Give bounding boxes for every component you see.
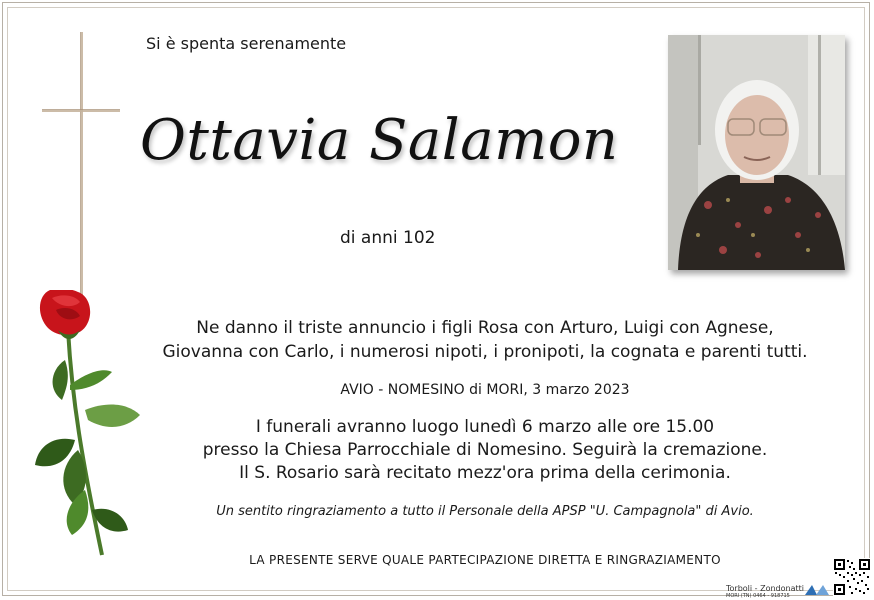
age-text: di anni 102 xyxy=(340,228,436,248)
announcement-line: Ne danno il triste annuncio i figli Rosa con Arturo, Luigi con Agnese, xyxy=(196,318,774,338)
agency-contact: MORI (TN) 0464 - 918715 xyxy=(726,593,790,599)
announcement-text xyxy=(145,316,825,364)
funeral-line: Il S. Rosario sarà recitato mezz'ora prima della cerimonia. xyxy=(239,463,731,483)
qr-code-icon[interactable] xyxy=(833,558,871,596)
funeral-info xyxy=(145,416,825,485)
announcement-line: Giovanna con Carlo, i numerosi nipoti, i pronipoti, la cognata e parenti tutti. xyxy=(162,342,808,362)
place-date: AVIO - NOMESINO di MORI, 3 marzo 2023 xyxy=(340,382,630,398)
red-rose-icon xyxy=(30,290,150,565)
agency-logo-icon xyxy=(804,583,830,597)
funeral-line: I funerali avranno luogo lunedì 6 marzo alle ore 15.00 xyxy=(255,417,715,437)
agency-info xyxy=(726,584,804,599)
agency-name: Torboli - Zondonatti xyxy=(726,584,804,593)
intro-text: Si è spenta serenamente xyxy=(146,34,347,53)
funeral-line: presso la Chiesa Parrocchiale di Nomesino. Seguirà la cremazione. xyxy=(202,440,768,460)
portrait-photo xyxy=(668,35,845,270)
deceased-name: Ottavia Salamon xyxy=(140,108,619,173)
footer-text: LA PRESENTE SERVE QUALE PARTECIPAZIONE DIRETTA E RINGRAZIAMENTO xyxy=(249,553,721,567)
cross-icon xyxy=(40,32,130,302)
thanks-text: Un sentito ringraziamento a tutto il Personale della APSP "U. Campagnola" di Avio. xyxy=(216,504,754,519)
